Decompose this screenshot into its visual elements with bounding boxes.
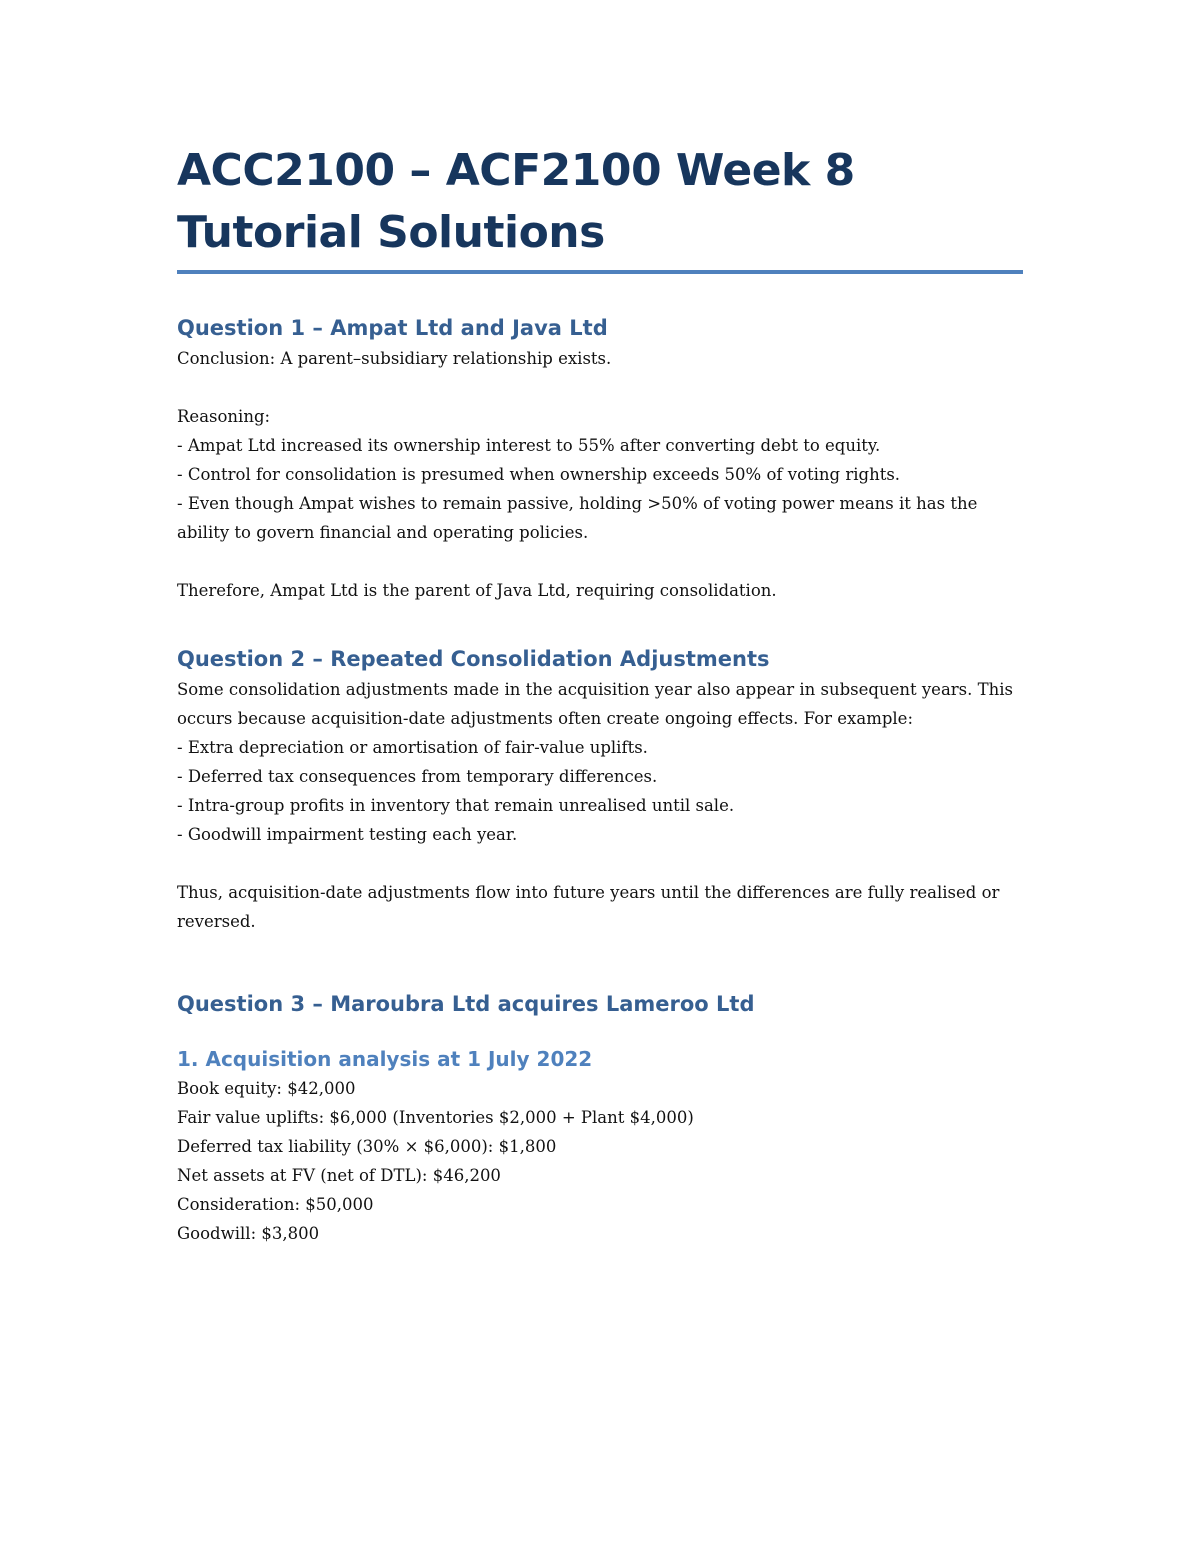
question-1-point: - Even though Ampat wishes to remain passive, holding >50% of voting power means it has the ability to govern financial and operating policies. [177, 494, 978, 542]
question-2-point: - Deferred tax consequences from temporary differences. [177, 767, 658, 786]
question-1-point: - Ampat Ltd increased its ownership interest to 55% after converting debt to equity. [177, 436, 881, 455]
acquisition-line: Deferred tax liability (30% × $6,000): $1,800 [177, 1137, 557, 1156]
question-1-therefore: Therefore, Ampat Ltd is the parent of Java Ltd, requiring consolidation. [177, 581, 777, 600]
question-2-thus: Thus, acquisition-date adjustments flow into future years until the differences are fully realised or reversed. [177, 883, 1000, 931]
question-3-heading: Question 3 – Maroubra Ltd acquires Lameroo Ltd [177, 992, 755, 1016]
question-2-point: - Extra depreciation or amortisation of fair-value uplifts. [177, 738, 648, 757]
question-2-point: - Intra-group profits in inventory that remain unrealised until sale. [177, 796, 735, 815]
acquisition-analysis-heading: 1. Acquisition analysis at 1 July 2022 [177, 1047, 593, 1071]
question-1-conclusion: Conclusion: A parent–subsidiary relationship exists. [177, 349, 612, 368]
question-2-section [177, 643, 1023, 936]
acquisition-line: Net assets at FV (net of DTL): $46,200 [177, 1166, 501, 1185]
question-2-intro: Some consolidation adjustments made in the acquisition year also appear in subsequent years. This occurs because acquisition-date adjustments often create ongoing effects. For example: [177, 680, 1014, 728]
question-3-section [177, 988, 1023, 1248]
question-1-heading: Question 1 – Ampat Ltd and Java Ltd [177, 316, 608, 340]
acquisition-line: Goodwill: $3,800 [177, 1224, 320, 1243]
question-1-point: - Control for consolidation is presumed when ownership exceeds 50% of voting rights. [177, 465, 901, 484]
acquisition-line: Consideration: $50,000 [177, 1195, 374, 1214]
acquisition-line: Fair value uplifts: $6,000 (Inventories $2,000 + Plant $4,000) [177, 1108, 694, 1127]
question-2-heading: Question 2 – Repeated Consolidation Adjustments [177, 647, 770, 671]
question-1-reasoning-label: Reasoning: [177, 407, 271, 426]
question-2-point: - Goodwill impairment testing each year. [177, 825, 518, 844]
document-content [177, 140, 1023, 1248]
question-1-section [177, 312, 1023, 605]
document-title: ACC2100 – ACF2100 Week 8 Tutorial Solutions [177, 145, 855, 258]
acquisition-line: Book equity: $42,000 [177, 1079, 356, 1098]
